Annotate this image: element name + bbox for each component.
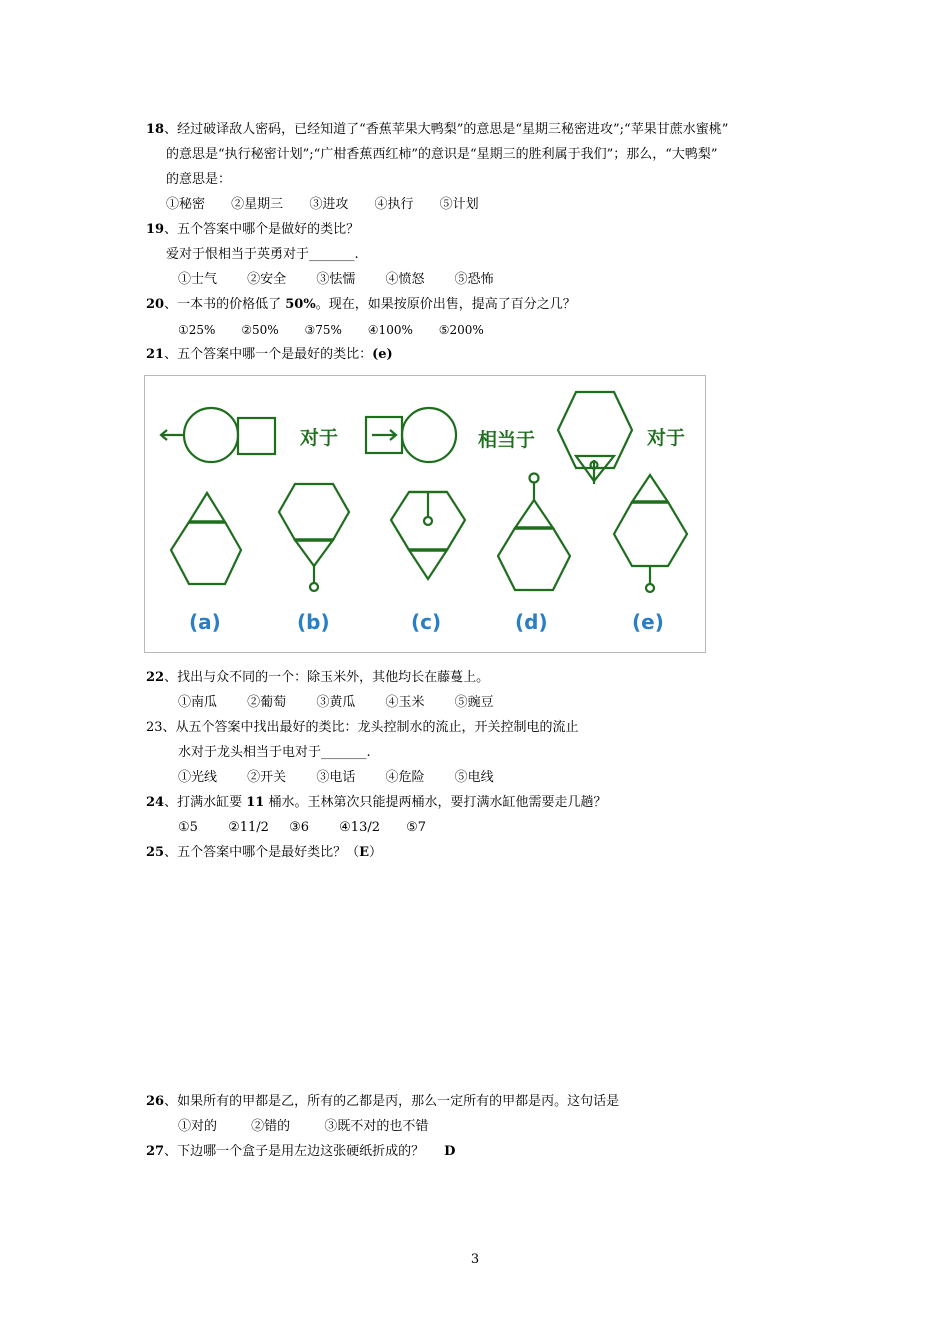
- q22-option-5[interactable]: ⑤豌豆: [454, 695, 494, 710]
- q25-line-1: 25、五个答案中哪个是最好类比？（E）: [146, 845, 383, 860]
- q26-option-2[interactable]: ②错的: [251, 1119, 291, 1134]
- q25-answer: E: [359, 845, 370, 860]
- q18-options: [166, 196, 479, 214]
- q22-option-3[interactable]: ③黄瓜: [316, 695, 356, 710]
- q26-option-3[interactable]: ③既不对的也不错: [324, 1119, 429, 1134]
- q22-line-1: 22、找出与众不同的一个：除玉米外，其他均长在藤蔓上。: [146, 670, 490, 685]
- q23-number: 23: [146, 720, 163, 735]
- q22-options: [178, 694, 520, 712]
- q19-line-2: 爱对于恨相当于英勇对于_______.: [166, 247, 359, 262]
- q20-option-3[interactable]: ③75%: [304, 323, 342, 337]
- q24-option-2[interactable]: ②11/2: [228, 820, 269, 835]
- top-shape-square-arrow-circle: [366, 408, 456, 462]
- q21-figure-svg: [145, 376, 705, 652]
- choice-c-shape: [391, 492, 465, 579]
- q18-option-4[interactable]: ④执行: [374, 197, 414, 212]
- q19-options: [178, 271, 520, 289]
- q23-options: [178, 769, 520, 787]
- q19-option-1[interactable]: ①士气: [178, 272, 218, 287]
- q26-options: [178, 1118, 454, 1136]
- q23-option-4[interactable]: ④危险: [385, 770, 425, 785]
- choice-b-shape: [279, 484, 349, 591]
- q18-number: 18: [146, 122, 165, 137]
- q24-option-4[interactable]: ④13/2: [339, 820, 381, 835]
- q23-line-2: 水对于龙头相当于电对于_______.: [178, 745, 371, 760]
- q23-option-1[interactable]: ①光线: [178, 770, 218, 785]
- q21-line-1: 21、五个答案中哪一个是最好的类比：(e): [146, 347, 393, 362]
- q18-line-1: 18、经过破译敌人密码，已经知道了“香蕉苹果大鸭梨”的意思是“星期三秘密进攻”;“苹果甘蔗水蜜桃”: [146, 122, 729, 137]
- q26-line-1: 26、如果所有的甲都是乙，所有的乙都是丙，那么一定所有的甲都是丙。这句话是: [146, 1094, 620, 1109]
- q23-option-3[interactable]: ③电话: [316, 770, 356, 785]
- choice-a-label[interactable]: (a): [189, 610, 221, 634]
- choice-e-shape: [614, 475, 687, 592]
- q22-option-1[interactable]: ①南瓜: [178, 695, 218, 710]
- q24-option-3[interactable]: ③6: [289, 820, 310, 835]
- choice-a-shape: [171, 493, 241, 584]
- choice-b-label[interactable]: (b): [297, 610, 330, 634]
- q23-option-2[interactable]: ②开关: [247, 770, 287, 785]
- choice-e-label[interactable]: (e): [632, 610, 664, 634]
- q24-option-5[interactable]: ⑤7: [406, 820, 427, 835]
- q24-options: [178, 819, 452, 837]
- q20-option-2[interactable]: ②50%: [241, 323, 279, 337]
- q20-options: [178, 321, 510, 339]
- q19-option-4[interactable]: ④愤怒: [385, 272, 425, 287]
- q19-option-5[interactable]: ⑤恐怖: [454, 272, 494, 287]
- q20-option-4[interactable]: ④100%: [367, 323, 413, 337]
- q19-number: 19: [146, 222, 165, 237]
- q21-number: 21: [146, 347, 165, 362]
- q23-option-5[interactable]: ⑤电线: [454, 770, 494, 785]
- choice-d-shape: [498, 474, 570, 591]
- q21-figure: [144, 375, 706, 653]
- fig-word-1: 对于: [300, 427, 339, 449]
- q19-option-3[interactable]: ③怯懦: [316, 272, 356, 287]
- q19-option-2[interactable]: ②安全: [247, 272, 287, 287]
- q23-line-1: 23、从五个答案中找出最好的类比：龙头控制水的流止，开关控制电的流止: [146, 720, 579, 735]
- q18-option-1[interactable]: ①秘密: [166, 197, 206, 212]
- q26-number: 26: [146, 1094, 165, 1109]
- q25-number: 25: [146, 845, 165, 860]
- q22-number: 22: [146, 670, 165, 685]
- page-number: 3: [470, 1252, 480, 1267]
- q18-option-5[interactable]: ⑤计划: [439, 197, 479, 212]
- q27-number: 27: [146, 1144, 165, 1159]
- q20-number: 20: [146, 297, 165, 312]
- top-shape-arrow-circle-square: [161, 408, 275, 462]
- q24-option-1[interactable]: ①5: [178, 820, 198, 835]
- choice-c-label[interactable]: (c): [411, 610, 442, 634]
- q24-number: 24: [146, 795, 165, 810]
- q22-option-2[interactable]: ②葡萄: [247, 695, 287, 710]
- q20-line-1: 20、一本书的价格低了 50%。现在，如果按原价出售，提高了百分之几？: [146, 297, 576, 312]
- q18-line-2: 的意思是“执行秘密计划”;“广柑香蕉西红柿”的意识是“星期三的胜利属于我们”；那么，“大鸭梨”: [166, 147, 718, 162]
- fig-word-3: 对于: [647, 427, 686, 449]
- q18-line-3: 的意思是：: [166, 172, 232, 187]
- q18-option-3[interactable]: ③进攻: [309, 197, 349, 212]
- q27-line-1: 27、下边哪一个盒子是用左边这张硬纸折成的？ D: [146, 1144, 456, 1159]
- top-shape-hexagon-triangle: [558, 392, 632, 484]
- q21-answer: (e): [372, 347, 393, 362]
- q24-line-1: 24、打满水缸要 11 桶水。王林第次只能提两桶水，要打满水缸他需要走几趟？: [146, 795, 607, 810]
- q22-option-4[interactable]: ④玉米: [385, 695, 425, 710]
- q26-option-1[interactable]: ①对的: [178, 1119, 218, 1134]
- q18-option-2[interactable]: ②星期三: [231, 197, 284, 212]
- choice-d-label[interactable]: (d): [515, 610, 548, 634]
- q20-option-5[interactable]: ⑤200%: [438, 323, 484, 337]
- q20-option-1[interactable]: ①25%: [178, 323, 216, 337]
- q19-line-1: 19、五个答案中哪个是做好的类比？: [146, 222, 360, 237]
- fig-word-2: 相当于: [478, 429, 536, 451]
- q27-answer: D: [444, 1144, 456, 1159]
